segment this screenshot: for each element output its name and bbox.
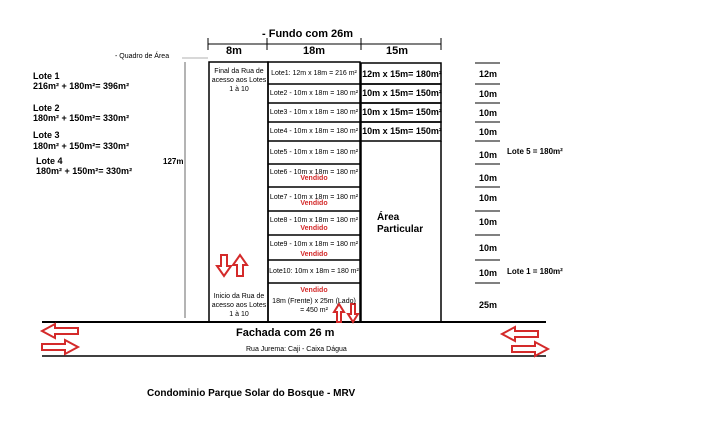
total-length-label: 127m (163, 157, 184, 166)
lot-10-text: Lote10: 10m x 18m = 180 m² (269, 268, 359, 275)
lot-7-sold-badge: Vendido (300, 200, 328, 207)
right-measure: 10m (478, 268, 497, 278)
quadro-label: - Quadro de Área (115, 53, 170, 60)
lot-3-text: Lote3 - 10m x 18m = 180 m² (269, 109, 359, 116)
lot-8-text: Lote8 - 10m x 18m = 180 m² (269, 217, 359, 224)
front-lot (268, 286, 360, 315)
lot-6 (268, 168, 360, 183)
right-measure: 10m (478, 173, 497, 183)
right-measure: 10m (478, 108, 497, 118)
right-measure: 12m (478, 69, 497, 79)
lot-7 (268, 193, 360, 208)
lote2-calc: 180m² + 150m²= 330m² (33, 113, 130, 123)
right-measure: 25m (478, 300, 497, 310)
street-final-label: Final da Rua de acesso aos Lotes 1 à 10 (211, 68, 267, 93)
street-inicio-label: Inicio da Rua de acesso aos Lotes 1 à 10 (211, 293, 267, 318)
lot-9-sold-badge: Vendido (300, 251, 328, 258)
extension-4: 10m x 15m= 150m² (362, 126, 442, 136)
lot-2 (268, 89, 360, 98)
extension-1: 12m x 15m= 180m² (362, 69, 442, 79)
right-measure: 10m (478, 89, 497, 99)
fundo-label: - Fundo com 26m (262, 28, 354, 40)
col-8m-label: 8m (226, 45, 242, 57)
front-lot-sold-badge: Vendido (300, 287, 328, 294)
lote3-calc: 180m² + 150m²= 330m² (33, 141, 130, 151)
front-lot-line2: = 450 m² (300, 307, 328, 314)
lot-7-text: Lote7 - 10m x 18m = 180 m² (269, 194, 359, 201)
lote2-title: Lote 2 (33, 103, 60, 113)
lot-9 (268, 240, 360, 259)
lot-9-text: Lote9 - 10m x 18m = 180 m² (269, 241, 359, 248)
right-note-lote5: Lote 5 = 180m² (507, 147, 563, 156)
right-measure: 10m (478, 150, 497, 160)
col-18m-label: 18m (303, 45, 326, 57)
lote1-title: Lote 1 (33, 71, 60, 81)
street-arrows (217, 255, 247, 276)
col-15m-label: 15m (386, 45, 409, 57)
lot-6-text: Lote6 - 10m x 18m = 180 m² (269, 169, 359, 176)
lot-5 (268, 148, 360, 157)
right-measure: 10m (478, 243, 497, 253)
arrow-right-icon (42, 340, 78, 354)
fachada-label: Fachada com 26 m (236, 327, 335, 339)
lot-5-text: Lote5 - 10m x 18m = 180 m² (269, 149, 359, 156)
lot-2-text: Lote2 - 10m x 18m = 180 m² (269, 90, 359, 97)
right-note-lote1: Lote 1 = 180m² (507, 267, 563, 276)
arrow-right-icon (512, 342, 548, 356)
lote3-title: Lote 3 (33, 130, 60, 140)
arrow-up-icon (233, 255, 247, 276)
area-particular-label: Área Particular (377, 212, 424, 235)
lot-3 (268, 108, 360, 117)
extension-3: 10m x 15m= 150m² (362, 107, 442, 117)
extension-2: 10m x 15m= 150m² (362, 88, 442, 98)
front-lot-line1: 18m (Frente) x 25m (Lado) (272, 298, 356, 305)
lot-8 (268, 216, 360, 233)
arrow-left-icon (42, 324, 78, 338)
lot-4 (268, 127, 360, 136)
lote4-calc: 180m² + 150m²= 330m² (36, 166, 133, 176)
lot-1 (268, 69, 360, 78)
lot-10 (268, 267, 360, 276)
lote1-calc: 216m² + 180m²= 396m² (33, 81, 130, 91)
lot-1-text: Lote1: 12m x 18m = 216 m² (271, 70, 357, 77)
right-measure: 10m (478, 127, 497, 137)
access-street-outline (209, 62, 268, 322)
right-measure: 10m (478, 193, 497, 203)
lot-8-sold-badge: Vendido (300, 225, 328, 232)
arrow-left-icon (502, 327, 538, 341)
lot-6-sold-badge: Vendido (300, 175, 328, 182)
right-measure: 10m (478, 217, 497, 227)
condominio-title: Condominio Parque Solar do Bosque - MRV (147, 388, 356, 399)
rua-label: Rua Jurema: Caji - Caixa Dágua (246, 346, 347, 353)
lot-4-text: Lote4 - 10m x 18m = 180 m² (269, 128, 359, 135)
lote4-title: Lote 4 (36, 156, 63, 166)
arrow-down-icon (217, 255, 231, 276)
